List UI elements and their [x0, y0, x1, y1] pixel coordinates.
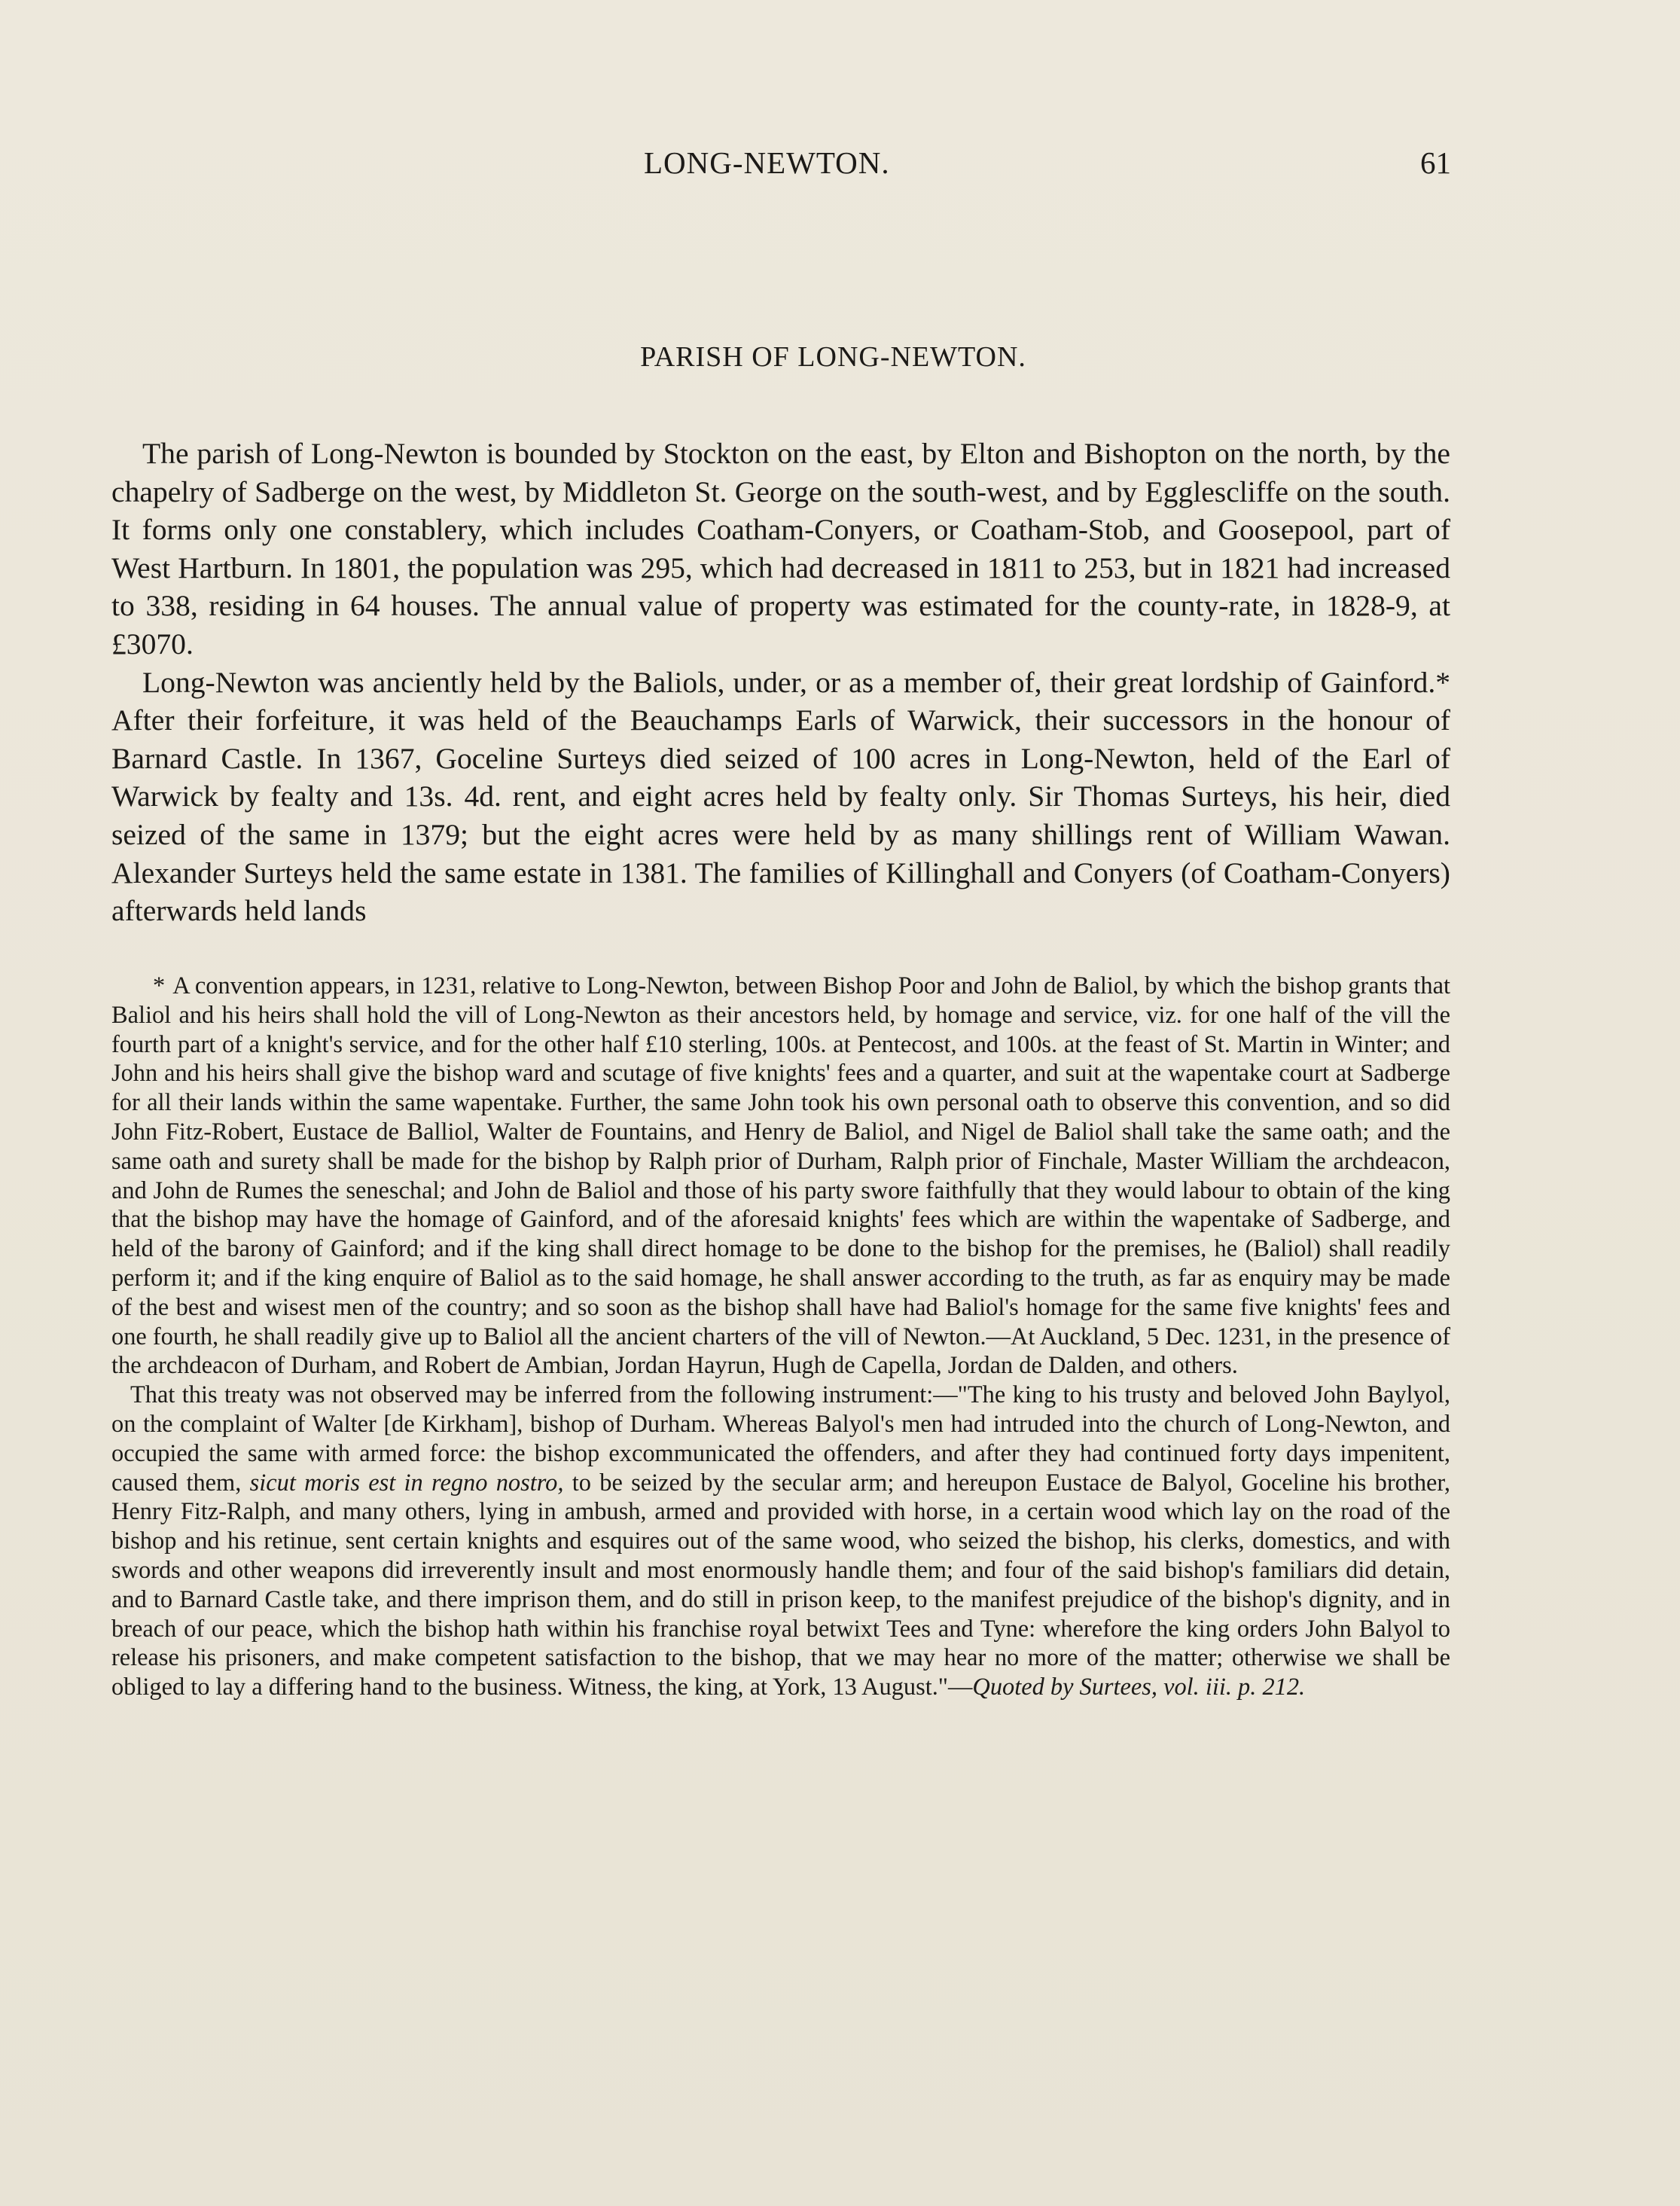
footnote-marker: * [153, 972, 166, 999]
footnote-2-text-a: That this treaty was not observed may be inferred from the following instrument:—"The king to his trusty and beloved John Baylyol, on the complaint of Walter [de Kirkham], bishop of Durham. Whereas Balyol's men had intruded into the church of Long-Newton, and occupied the same with armed force: the bishop excommunicated the offenders, and after they had continued forty days impenitent, caused them, [111, 1381, 1450, 1497]
footnotes [111, 972, 1450, 1702]
footnote-1-text: A convention appears, in 1231, relative to Long-Newton, between Bishop Poor and John de Baliol, by which the bishop grants that Baliol and his heirs shall hold the vill of Long-Newton as their ancestors held, by homage and service, viz. for one half of the vill the fourth part of a knight's service, and for the other half £10 sterling, 100s. at Pentecost, and 100s. at the feast of St. Martin in Winter; and John and his heirs shall give the bishop ward and scutage of five knights' fees and a quarter, and suit at the wapentake court at Sadberge for all their lands within the same wapentake. Further, the same John took his own personal oath to observe this convention, and so did John Fitz-Robert, Eustace de Balliol, Walter de Fountains, and Henry de Baliol, and Nigel de Baliol shall take the same oath; and the same oath and surety shall be made for the bishop by Ralph prior of Durham, Ralph prior of Finchale, Master William the archdeacon, and John de Rumes the seneschal; and John de Baliol and those of his party swore faithfully that they would labour to obtain of the king that the bishop may have the homage of Gainford, and of the aforesaid knights' fees which are within the wapentake of Sadberge, and held of the barony of Gainford; and if the king shall direct homage to be done to the bishop for the premises, he (Baliol) shall readily perform it; and if the king enquire of Baliol as to the said homage, he shall answer according to the truth, as far as enquiry may be made of the best and wisest men of the country; and so soon as the bishop shall have had Baliol's homage for the same five knights' fees and one fourth, he shall readily give up to Baliol all the ancient charters of the vill of Newton.—At Auckland, 5 Dec. 1231, in the presence of the archdeacon of Durham, and Robert de Ambian, Jordan Hayrun, Hugh de Capella, Jordan de Dalden, and others. [111, 972, 1450, 1380]
section-title-text: PARISH OF LONG-NEWTON. [640, 341, 1026, 373]
body-text [111, 435, 1450, 930]
footnote-1 [111, 972, 1450, 1381]
footnote-2-text-b: to be seized by the secular arm; and hereupon Eustace de Balyol, Goceline his brother, Henry Fitz-Ralph, and many others, lying in ambush, armed and provided with horse, in a certain wood which lay on the road of the bishop and his retinue, sent certain knights and esquires out of the same wood, who seized the bishop, his clerks, domestics, and with swords and other weapons did irreverently insult and most enormously handle them; and four of the said bishop's familiars did detain, and to Barnard Castle take, and there imprison them, and do still in prison keep, to the manifest prejudice of the bishop's dignity, and in breach of our peace, which the bishop hath within his franchise royal betwixt Tees and Tyne: wherefore the king orders John Balyol to release his prisoners, and make competent satisfaction to the bishop, that we may hear no more of the matter; otherwise we shall be obliged to lay a differing hand to the business. Witness, the king, at York, 13 August."— [111, 1469, 1450, 1701]
section-title [0, 340, 1680, 374]
running-head [0, 145, 1680, 190]
footnote-2 [111, 1381, 1450, 1702]
footnote-2-source: Quoted by Surtees, vol. iii. p. 212. [972, 1674, 1306, 1701]
body-paragraph-1: The parish of Long-Newton is bounded by Stockton on the east, by Elton and Bishopton on the north, by the chapelry of Sadberge on the west, by Middleton St. George on the south-west, and by Egglescliffe on the south. It forms only one constablery, which includes Coatham-Conyers, or Coatham-Stob, and Goosepool, part of West Hartburn. In 1801, the population was 295, which had decreased in 1811 to 253, but in 1821 had increased to 338, residing in 64 houses. The annual value of property was estimated for the county-rate, in 1828-9, at £3070. [111, 437, 1450, 661]
running-title: LONG-NEWTON. [644, 145, 890, 180]
footnote-2-latin-phrase: sicut moris est in regno nostro, [249, 1469, 564, 1497]
page-number: 61 [1420, 145, 1451, 180]
body-paragraph-2: Long-Newton was anciently held by the Baliols, under, or as a member of, their great lordship of Gainford.* After their forfeiture, it was held of the Beauchamps Earls of Warwick, their successors in the honour of Barnard Castle. In 1367, Goceline Surteys died seized of 100 acres in Long-Newton, held of the Earl of Warwick by fealty and 13s. 4d. rent, and eight acres held by fealty only. Sir Thomas Surteys, his heir, died seized of the same in 1379; but the eight acres were held by as many shillings rent of William Wawan. Alexander Surteys held the same estate in 1381. The families of Killinghall and Conyers (of Coatham-Conyers) afterwards held lands [111, 665, 1450, 928]
